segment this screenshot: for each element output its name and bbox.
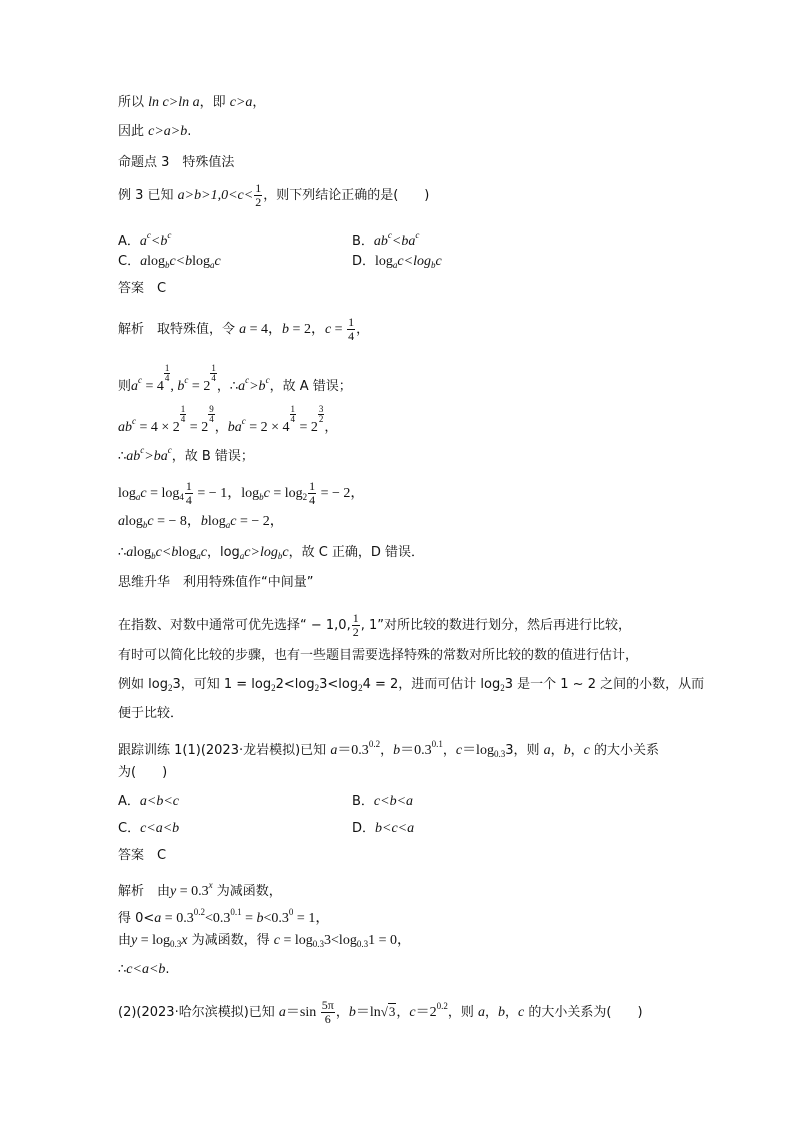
- formula-line: 得 $0<a = 0.3^{0.2}<0.3^{0.1} = b<0.3^0 = 1$，: [118, 907, 330, 926]
- paragraph-line: 有时可以简化比较的步骤，也有一些题目需要选择特殊的常数对所比较的数的值进行估计，: [118, 648, 639, 663]
- fraction: $\frac{5\pi}{6}$: [321, 998, 334, 1026]
- formula-line: $\log_ac = \log_4$ $\frac{1}{4}$ = − 1，$\log_bc = \log_2$ $\frac{1}{4}$ = − 2，: [118, 479, 365, 507]
- option-d: D．b<c<a: [352, 821, 415, 836]
- paragraph-line: 例如 $\log_23$，可知 $1 = \log_22<\log_23<\log_24 = 2$，进而可估计 $\log_23$ 是一个 1 ~ 2 之间的小数，从而: [118, 677, 705, 693]
- option-c: C．alog$_b$c<blog$_a$c: [118, 254, 221, 270]
- math: a>b>1,0<c<: [177, 188, 254, 203]
- fraction: $\frac{1}{2}$: [255, 181, 262, 209]
- option-row: [118, 793, 414, 811]
- conclusion-line: ∴alog$_b$c<blog$_a$c，$\log_ac>\log_bc$，故 C 正确，D 错误．: [118, 545, 425, 561]
- exercise-question-cont: 为( ): [118, 765, 168, 780]
- paragraph-line: 便于比较．: [118, 706, 184, 721]
- option-a: A．a<b<c: [118, 794, 180, 809]
- text: 例 3 已知: [118, 188, 178, 203]
- analysis-line: 解析 取特殊值，令 a = 4，b = 2，c = $\frac{1}{4}$ ，: [118, 315, 370, 343]
- option-d: D．$\log_ac<\log_bc$: [352, 254, 442, 270]
- formula-line: 则$a^c = 4$ $\frac{1}{4}$ , $b^c = 2$ $\frac{1}{4}$ ，$\therefore a^c>b^c$，故 A 错误；: [118, 363, 352, 394]
- sqrt: √3: [380, 1004, 396, 1019]
- fraction: $\frac{1}{4}$: [309, 479, 316, 507]
- option-row: [118, 820, 415, 838]
- math: c>a: [229, 95, 253, 110]
- math: ln c>ln a: [148, 95, 200, 110]
- section-heading: 思维升华 利用特殊值作“中间量”: [118, 575, 314, 590]
- option-b: B．$ab^c<ba^c$: [352, 230, 420, 249]
- answer-label: 答案 C: [118, 281, 167, 296]
- exercise-question: (2)(2023·哈尔滨模拟)已知 a＝sin $\frac{5\pi}{6}$ ，b＝ln√3，$c=2^{0.2}$，则 a，b，c 的大小关系为( ): [118, 998, 643, 1026]
- text-line: [118, 123, 191, 141]
- option-c: C．c<a<b: [118, 821, 180, 836]
- conclusion-line: $\therefore ab^c>ba^c$，故 B 错误；: [118, 445, 254, 464]
- text: ，则下列结论正确的是( ): [263, 188, 430, 203]
- option-a: A．$a^c<b^c$: [118, 230, 172, 249]
- text: 所以: [118, 95, 149, 110]
- answer-label: 答案 C: [118, 848, 167, 863]
- option-b: B．c<b<a: [352, 794, 414, 809]
- fraction: $\frac{1}{2}$: [352, 611, 359, 639]
- option-row: [118, 253, 442, 274]
- section-heading: [118, 154, 234, 172]
- text: 因此: [118, 124, 149, 139]
- text: ，: [252, 95, 266, 110]
- fraction: $\frac{1}{4}$: [185, 479, 192, 507]
- math: c>a>b: [148, 124, 188, 139]
- heading-text: 命题点 3 特殊值法: [118, 155, 235, 170]
- analysis-line: 解析 由$y = 0.3^x$ 为减函数，: [118, 880, 282, 899]
- text: ，即: [199, 95, 230, 110]
- paragraph-line: 在指数、对数中通常可优先选择“ − 1,0, $\frac{1}{2}$ , 1”对所比较的数进行划分，然后再进行比较，: [118, 611, 631, 639]
- formula-line: $ab^c = 4 \times 2$ $\frac{1}{4}$ = 2 $\frac{9}{4}$ ，$ba^c = 2 \times 4$ $\frac{1}{4}$ = 2 $\frac{3}{2}$ ，: [118, 404, 338, 435]
- conclusion-line: ∴c<a<b.: [118, 962, 170, 977]
- formula-line: 由$y = \log_{0.3}x$ 为减函数，得 $c = \log_{0.3}3<\log_{0.3}1 = 0$，: [118, 933, 411, 949]
- example-question: [118, 182, 429, 209]
- fraction: $\frac{1}{4}$: [348, 315, 355, 343]
- formula-line: alog$_b$c = − 8，blog$_a$c = − 2，: [118, 514, 284, 530]
- text: .: [187, 124, 192, 139]
- exercise-question: 跟踪训练 1(1)(2023·龙岩模拟)已知 $a=0.3^{0.2}$，$b=0.3^{0.1}$，$c=\log_{0.3}3$，则 a，b，c 的大小关系: [118, 739, 659, 759]
- option-row: [118, 226, 420, 251]
- text-line: [118, 94, 265, 112]
